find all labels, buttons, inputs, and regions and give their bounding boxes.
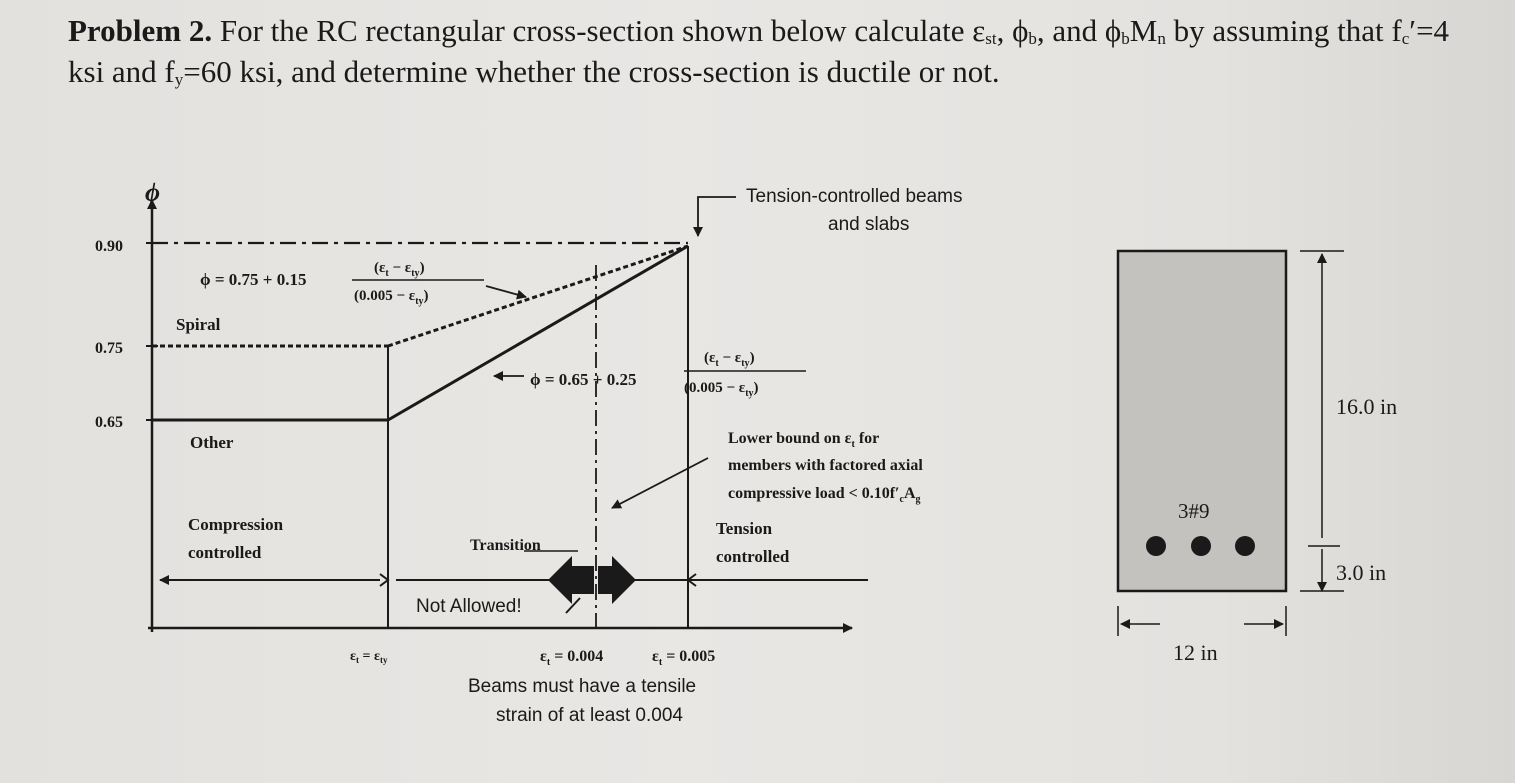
tension-beams-label-2: and slabs bbox=[828, 214, 910, 235]
rebar bbox=[1146, 536, 1166, 556]
spiral-eq-denominator: $(0.005 - \varepsilon_{ty})$ bbox=[354, 288, 429, 307]
other-eq-numerator: $(\varepsilon_t - \varepsilon_{ty})$ bbox=[704, 350, 755, 369]
tension-region-label: Tension bbox=[716, 519, 773, 538]
spiral-eq-numerator: $(\varepsilon_t - \varepsilon_{ty})$ bbox=[374, 260, 425, 279]
lower-bound-note: Lower bound on $\varepsilon_t$ for bbox=[728, 430, 880, 450]
transition-label: Transition bbox=[470, 537, 541, 554]
not-allowed-right-arrow bbox=[598, 556, 636, 604]
x-label-eps-ty: $\varepsilon_t = \varepsilon_{ty}$ bbox=[350, 649, 388, 665]
tension-region-label-2: controlled bbox=[716, 547, 790, 566]
other-eq-denominator: $(0.005 - \varepsilon_{ty})$ bbox=[684, 380, 759, 399]
chart-labels bbox=[95, 178, 963, 726]
spiral-transition-line bbox=[388, 246, 688, 346]
phi-chart bbox=[146, 197, 868, 632]
spiral-label: Spiral bbox=[176, 315, 221, 334]
tension-beams-label: Tension-controlled beams bbox=[746, 186, 963, 207]
width-dimension bbox=[1118, 606, 1286, 636]
cover-label: 3.0 in bbox=[1336, 560, 1387, 585]
x-label-0005: $\varepsilon_t = 0.005$ bbox=[652, 648, 716, 668]
subscript: c bbox=[1401, 29, 1410, 48]
problem-text: For the RC rectangular cross-section shown below calculate ε bbox=[212, 13, 986, 48]
subscript: y bbox=[174, 70, 184, 89]
beams-note-2: strain of at least 0.004 bbox=[496, 705, 683, 726]
problem-text: , and ϕ bbox=[1036, 13, 1122, 48]
lower-bound-note-2: members with factored axial bbox=[728, 457, 923, 474]
not-allowed-pointer bbox=[566, 598, 580, 613]
not-allowed-double-arrow bbox=[548, 556, 636, 604]
height-label: 16.0 in bbox=[1336, 394, 1398, 419]
problem-heading: Problem 2. bbox=[68, 13, 213, 48]
subscript: b bbox=[1121, 29, 1130, 48]
compression-label: Compression bbox=[188, 515, 284, 534]
lower-bound-note-3: compressive load < $0.10f'_cA_g$ bbox=[728, 485, 921, 505]
beams-note: Beams must have a tensile bbox=[468, 676, 697, 697]
rebar bbox=[1235, 536, 1255, 556]
problem-text: M bbox=[1129, 13, 1158, 48]
cross-section bbox=[1118, 251, 1397, 665]
other-label: Other bbox=[190, 433, 234, 452]
not-allowed-left-arrow bbox=[548, 556, 594, 604]
subscript: b bbox=[1028, 29, 1037, 48]
x-label-0004: $\varepsilon_t = 0.004$ bbox=[540, 648, 604, 668]
width-label: 12 in bbox=[1173, 640, 1218, 665]
subscript: st bbox=[985, 29, 997, 48]
other-eq-prefix: ϕ = 0.65 + 0.25 bbox=[530, 370, 637, 389]
tension-callout-bracket bbox=[698, 197, 736, 236]
subscript: n bbox=[1157, 29, 1166, 48]
bars-label: 3#9 bbox=[1178, 499, 1210, 523]
problem-text: =60 ksi, and determine whether the cross-section is ductile or not. bbox=[183, 54, 1000, 89]
y-tick-label: 0.90 bbox=[95, 238, 123, 255]
not-allowed-label: Not Allowed! bbox=[416, 596, 522, 617]
y-tick-label: 0.75 bbox=[95, 340, 123, 357]
y-tick-label: 0.65 bbox=[95, 414, 123, 431]
spiral-eq-prefix: ϕ = 0.75 + 0.15 bbox=[200, 270, 307, 289]
lower-bound-pointer bbox=[612, 458, 708, 508]
phi-axis-label: ϕ bbox=[145, 178, 161, 207]
height-dimension bbox=[1300, 251, 1344, 591]
spiral-eq-pointer bbox=[486, 286, 526, 297]
problem-text: by assuming that f bbox=[1165, 13, 1402, 48]
region-tick-left bbox=[380, 574, 388, 586]
rebar bbox=[1191, 536, 1211, 556]
problem-text: ′=4 ksi and f bbox=[68, 13, 1450, 89]
problem-text: , ϕ bbox=[996, 13, 1029, 48]
compression-label-2: controlled bbox=[188, 543, 262, 562]
